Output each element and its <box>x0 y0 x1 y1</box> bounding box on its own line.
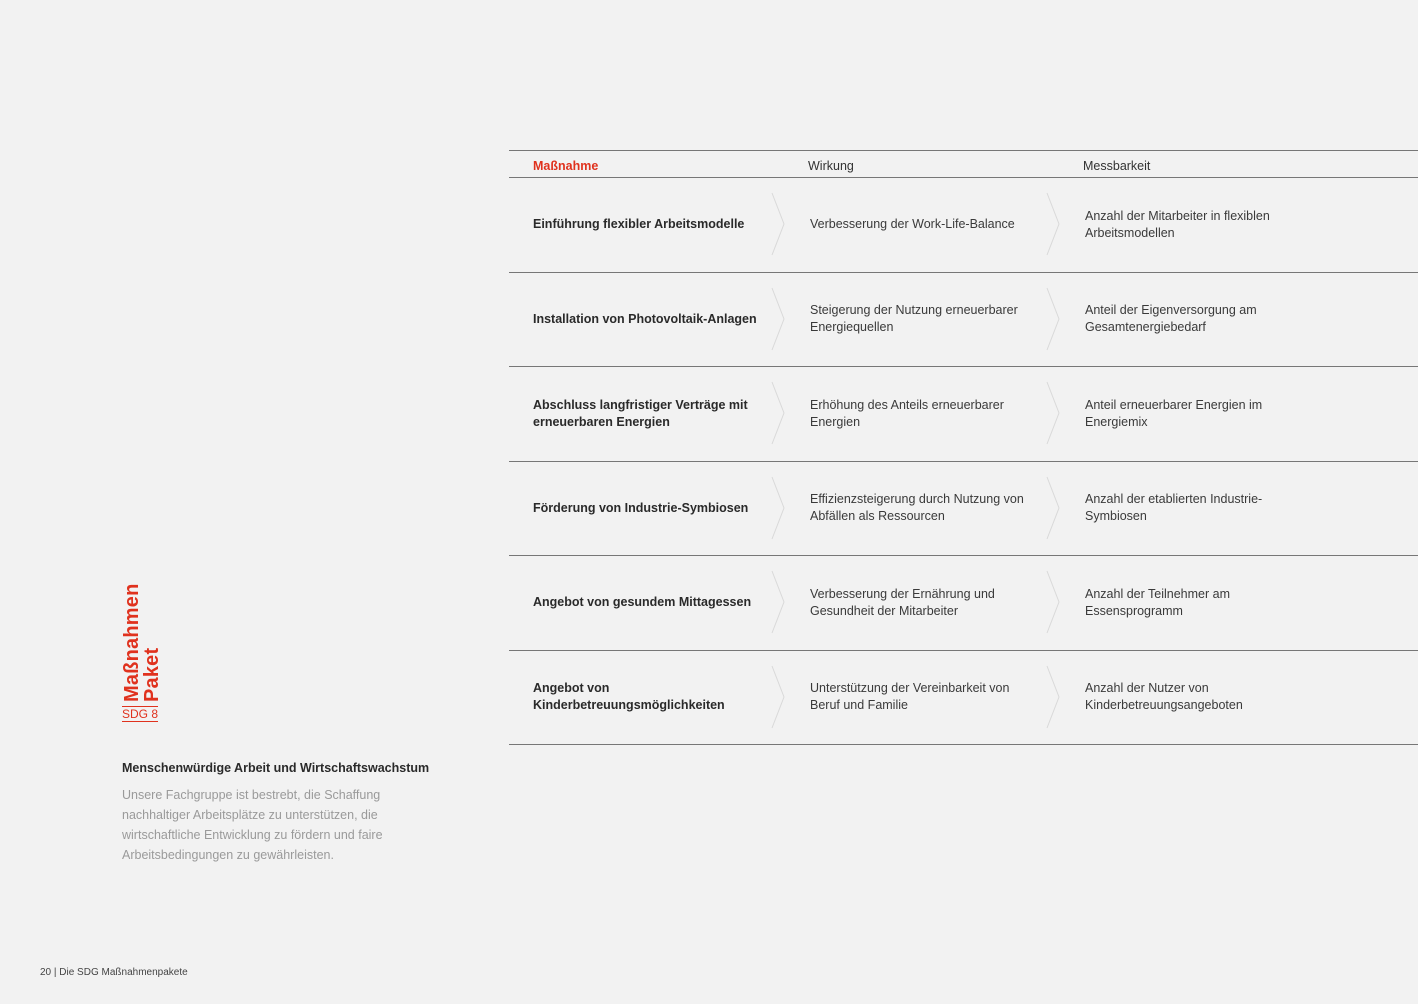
cell-effect-text: Verbesserung der Ernährung und Gesundheit der Mitarbeiter <box>810 586 995 618</box>
section-title <box>122 578 162 724</box>
page-footer: 20 | Die SDG Maßnahmenpakete <box>40 967 188 978</box>
section-title-line1: Maßnahmen <box>121 583 143 702</box>
chevron-right-icon <box>771 570 785 634</box>
cell-effect <box>810 273 1040 367</box>
cell-effect <box>810 367 1040 461</box>
cell-metric-text: Anzahl der etablierten Industrie-Symbiosen <box>1085 492 1263 524</box>
cell-measure <box>533 651 763 745</box>
cell-measure <box>533 178 763 272</box>
cell-metric-text: Anzahl der Nutzer von Kinderbetreuungsangeboten <box>1085 681 1243 713</box>
chevron-right-icon <box>1046 192 1060 256</box>
chevron-right-icon <box>1046 570 1060 634</box>
cell-effect <box>810 462 1040 556</box>
chevron-right-icon <box>771 665 785 729</box>
header-measure: Maßnahme <box>533 159 599 173</box>
cell-effect <box>810 556 1040 650</box>
header-effect: Wirkung <box>808 159 854 173</box>
cell-metric-text: Anteil der Eigenversorgung am Gesamtenergiebedarf <box>1085 303 1257 335</box>
cell-effect-text: Erhöhung des Anteils erneuerbarer Energien <box>810 397 1004 429</box>
cell-metric-text: Anzahl der Mitarbeiter in flexiblen Arbeitsmodellen <box>1085 208 1270 240</box>
table-row <box>509 651 1418 746</box>
table-row <box>509 556 1418 651</box>
cell-metric-text: Anzahl der Teilnehmer am Essensprogramm <box>1085 586 1230 618</box>
table-row <box>509 367 1418 462</box>
cell-measure-text: Einführung flexibler Arbeitsmodelle <box>533 217 745 232</box>
sdg-label: SDG 8 <box>122 707 159 721</box>
cell-measure <box>533 273 763 367</box>
section-title-line2: Paket <box>141 647 163 702</box>
cell-measure-text: Angebot von gesundem Mittagessen <box>533 595 752 610</box>
cell-measure-text: Angebot von Kinderbetreuungsmöglichkeiten <box>533 681 725 713</box>
cell-effect-text: Steigerung der Nutzung erneuerbarer Energiequellen <box>810 303 1018 335</box>
cell-metric <box>1085 367 1315 461</box>
chevron-right-icon <box>1046 476 1060 540</box>
cell-measure-text: Förderung von Industrie-Symbiosen <box>533 500 749 515</box>
cell-measure-text: Installation von Photovoltaik-Anlagen <box>533 311 757 326</box>
section-title-rotated <box>122 582 162 702</box>
table-row <box>509 273 1418 368</box>
cell-effect-text: Verbesserung der Work-Life-Balance <box>810 217 1015 232</box>
cell-metric <box>1085 556 1315 650</box>
header-metric: Messbarkeit <box>1083 159 1151 173</box>
cell-measure <box>533 462 763 556</box>
cell-effect <box>810 651 1040 745</box>
cell-effect-text: Effizienzsteigerung durch Nutzung von Abfällen als Ressourcen <box>810 492 1024 524</box>
cell-measure <box>533 556 763 650</box>
table-row <box>509 462 1418 557</box>
chevron-right-icon <box>1046 381 1060 445</box>
cell-measure <box>533 367 763 461</box>
cell-effect-text: Unterstützung der Vereinbarkeit von Beruf und Familie <box>810 681 1010 713</box>
cell-metric-text: Anteil erneuerbarer Energien im Energiemix <box>1085 397 1263 429</box>
cell-metric <box>1085 273 1315 367</box>
measures-table <box>509 150 1418 745</box>
chevron-right-icon <box>771 192 785 256</box>
cell-metric <box>1085 651 1315 745</box>
chevron-right-icon <box>771 476 785 540</box>
sdg-description: Unsere Fachgruppe ist bestrebt, die Schaffung nachhaltiger Arbeitsplätze zu unterstützen, die wirtschaftliche Entwicklung zu fördern und faire Arbeitsbedingungen zu gewährleisten. <box>122 788 383 862</box>
chevron-right-icon <box>1046 665 1060 729</box>
chevron-right-icon <box>771 287 785 351</box>
chevron-right-icon <box>1046 287 1060 351</box>
cell-effect <box>810 178 1040 272</box>
chevron-right-icon <box>771 381 785 445</box>
table-header <box>509 150 1418 178</box>
table-row <box>509 178 1418 273</box>
cell-measure-text: Abschluss langfristiger Verträge mit erneuerbaren Energien <box>533 397 748 429</box>
cell-metric <box>1085 178 1315 272</box>
cell-metric <box>1085 462 1315 556</box>
sdg-heading: Menschenwürdige Arbeit und Wirtschaftswachstum <box>122 761 430 775</box>
